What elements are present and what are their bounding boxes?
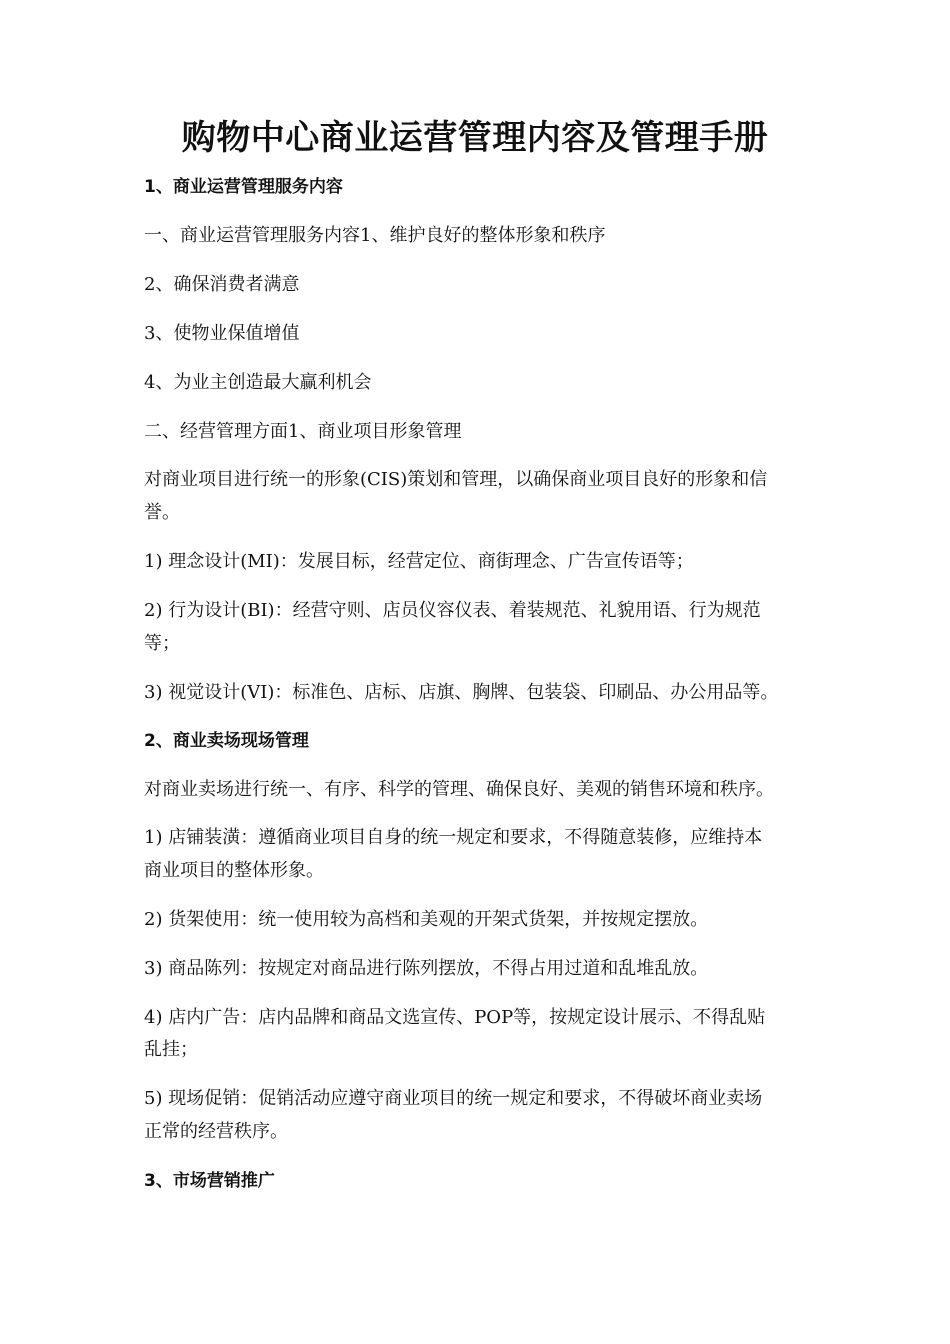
paragraph-line: 对商业卖场进行统一、有序、科学的管理、确保良好、美观的销售环境和秩序。	[144, 779, 774, 800]
paragraph-line: 3) 商品陈列：按规定对商品进行陈列摆放，不得占用过道和乱堆乱放。	[144, 958, 709, 979]
paragraph-line: 4、为业主创造最大赢利机会	[144, 372, 372, 393]
paragraph-line: 等；	[144, 633, 180, 654]
paragraph-line: 二、经营管理方面1、商业项目形象管理	[144, 421, 462, 442]
paragraph-line: 5) 现场促销：促销活动应遵守商业项目的统一规定和要求，不得破坏商业卖场	[144, 1088, 763, 1109]
paragraph-line: 3) 视觉设计(VI)：标准色、店标、店旗、胸牌、包装袋、印刷品、办公用品等。	[144, 682, 779, 703]
paragraph-line: 乱挂；	[144, 1039, 198, 1060]
section-heading: 1、商业运营管理服务内容	[144, 177, 343, 197]
paragraph-line: 4) 店内广告：店内品牌和商品文选宣传、POP等，按规定设计展示、不得乱贴	[144, 1007, 766, 1028]
paragraph-line: 对商业项目进行统一的形象(CIS)策划和管理，以确保商业项目良好的形象和信	[144, 469, 768, 490]
document-title: 购物中心商业运营管理内容及管理手册	[181, 118, 769, 158]
paragraph-line: 2) 货架使用：统一使用较为高档和美观的开架式货架，并按规定摆放。	[144, 909, 709, 930]
paragraph-line: 正常的经营秩序。	[144, 1121, 288, 1142]
paragraph-line: 2、确保消费者满意	[144, 274, 300, 295]
paragraph-line: 2) 行为设计(BI)：经营守则、店员仪容仪表、着装规范、礼貌用语、行为规范	[144, 600, 761, 621]
section-heading: 2、商业卖场现场管理	[144, 731, 309, 751]
paragraph-line: 1) 理念设计(MI)：发展目标，经营定位、商街理念、广告宣传语等；	[144, 551, 694, 572]
paragraph-line: 商业项目的整体形象。	[144, 860, 324, 881]
paragraph-line: 1) 店铺装潢：遵循商业项目自身的统一规定和要求，不得随意装修，应维持本	[144, 827, 763, 848]
paragraph-line: 一、商业运营管理服务内容1、维护良好的整体形象和秩序	[144, 225, 606, 246]
section-heading: 3、市场营销推广	[144, 1171, 275, 1191]
paragraph-line: 誉。	[144, 502, 180, 523]
paragraph-line: 3、使物业保值增值	[144, 323, 300, 344]
